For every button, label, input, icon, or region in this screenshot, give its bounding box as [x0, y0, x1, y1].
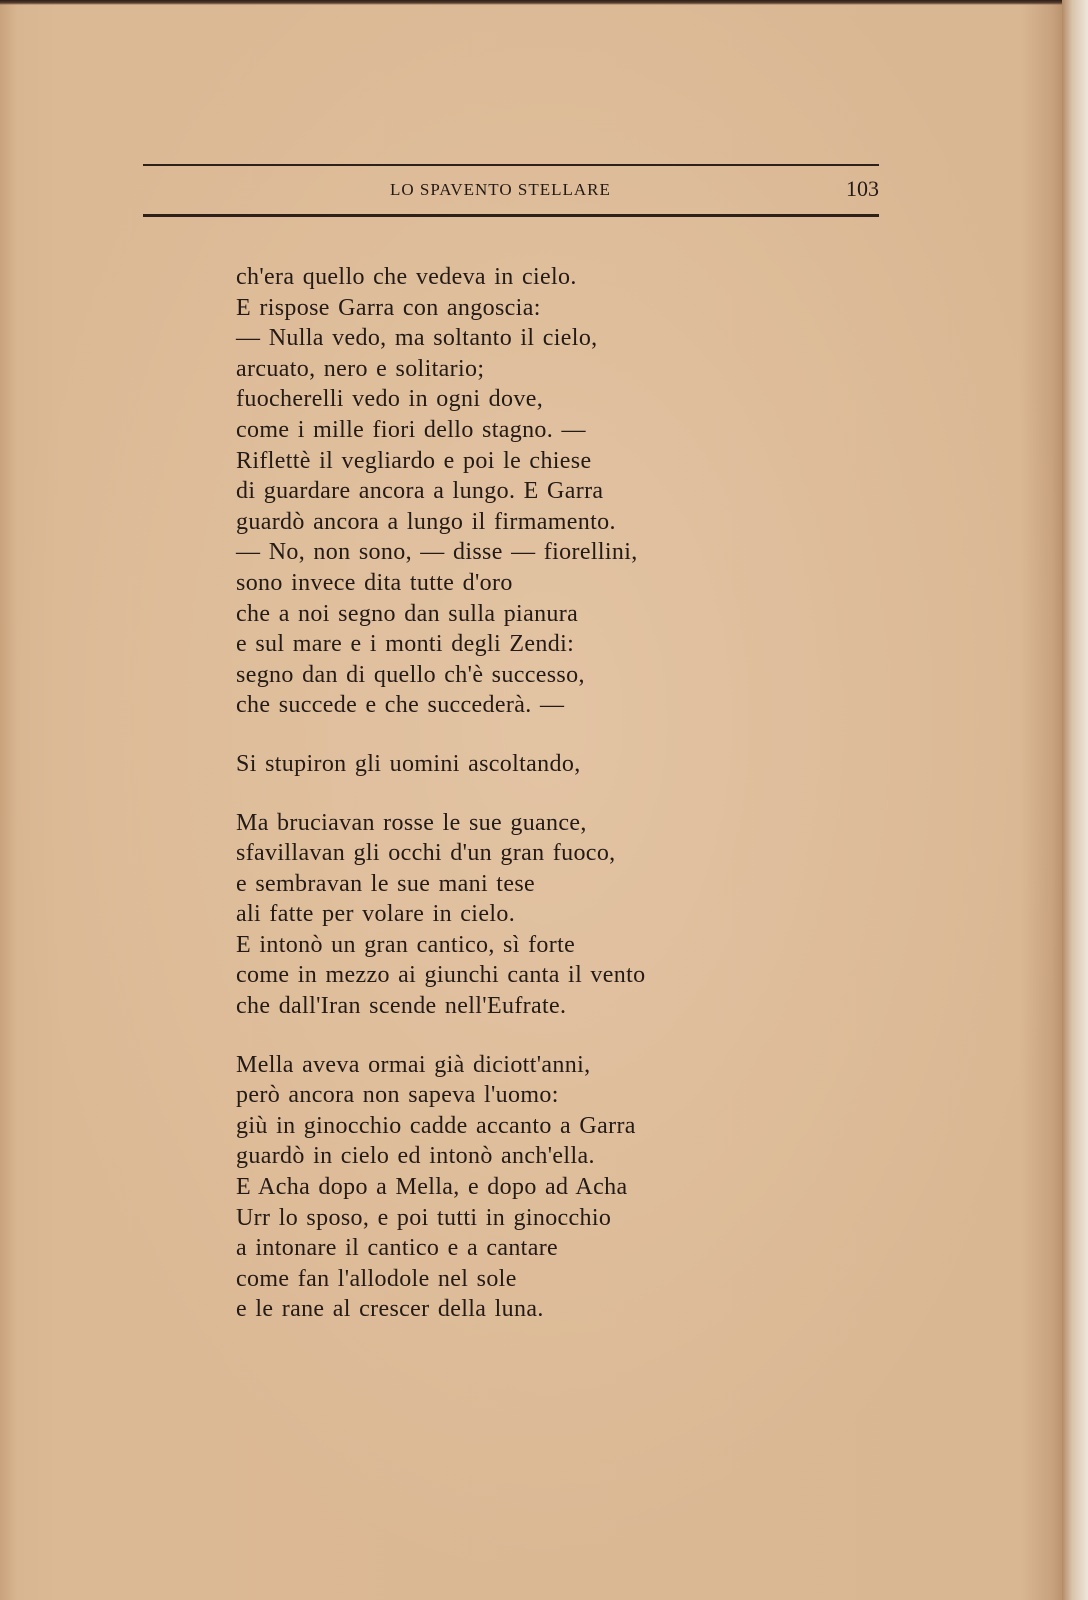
verse-line: E Acha dopo a Mella, e dopo ad Acha — [236, 1174, 628, 1201]
verse-line: Ma bruciavan rosse le sue guance, — [236, 809, 587, 836]
poem-text — [236, 262, 796, 1353]
verse-line: ali fatte per volare in cielo. — [236, 901, 516, 928]
verse-line: che a noi segno dan sulla pianura — [236, 600, 579, 627]
verse-line: ch'era quello che vedeva in cielo. — [236, 264, 577, 290]
verse-line: guardò in cielo ed intonò anch'ella. — [236, 1143, 595, 1170]
verse-line: che dall'Iran scende nell'Eufrate. — [236, 993, 567, 1020]
verse-line: a intonare il cantico e a cantare — [236, 1235, 559, 1262]
page-top-edge — [0, 0, 1088, 5]
verse-line: Urr lo sposo, e poi tutti in ginocchio — [236, 1204, 612, 1231]
verse-line: Mella aveva ormai già diciott'anni, — [236, 1051, 591, 1078]
stanza-2 — [236, 749, 796, 780]
page-header — [143, 160, 879, 220]
verse-line: sono invece dita tutte d'oro — [236, 569, 513, 596]
stanza-3 — [236, 808, 796, 1022]
verse-line: E rispose Garra con angoscia: — [236, 294, 541, 321]
verse-line: che succede e che succederà. — — [236, 692, 565, 719]
verse-line: fuocherelli vedo in ogni dove, — [236, 386, 544, 413]
verse-line: come in mezzo ai giunchi canta il vento — [236, 962, 646, 989]
verse-line: guardò ancora a lungo il firmamento. — [236, 508, 616, 535]
stanza-4 — [236, 1050, 796, 1325]
verse-line: arcuato, nero e solitario; — [236, 355, 485, 382]
verse-line: come fan l'allodole nel sole — [236, 1265, 517, 1292]
stanza-1 — [236, 262, 796, 721]
header-rule-bottom — [143, 214, 879, 217]
verse-line: E intonò un gran cantico, sì forte — [236, 931, 576, 958]
verse-line: come i mille fiori dello stagno. — — [236, 416, 586, 443]
verse-line: Riflettè il vegliardo e poi le chiese — [236, 447, 592, 474]
page-right-edge — [1062, 0, 1088, 1600]
running-title: LO SPAVENTO STELLARE — [390, 180, 611, 199]
verse-line: segno dan di quello ch'è successo, — [236, 661, 585, 688]
verse-line: — No, non sono, — disse — fiorellini, — [236, 539, 638, 566]
verse-line: — Nulla vedo, ma soltanto il cielo, — [236, 325, 598, 352]
page-number: 103 — [846, 176, 879, 201]
verse-line: giù in ginocchio cadde accanto a Garra — [236, 1112, 636, 1139]
verse-line: però ancora non sapeva l'uomo: — [236, 1082, 559, 1109]
verse-line: di guardare ancora a lungo. E Garra — [236, 478, 604, 505]
verse-line: e sembravan le sue mani tese — [236, 870, 536, 897]
header-rule-top — [143, 164, 879, 166]
verse-line: Si stupiron gli uomini ascoltando, — [236, 750, 581, 777]
verse-line: e sul mare e i monti degli Zendi: — [236, 631, 575, 658]
verse-line: sfavillavan gli occhi d'un gran fuoco, — [236, 840, 616, 867]
verse-line: e le rane al crescer della luna. — [236, 1296, 544, 1323]
